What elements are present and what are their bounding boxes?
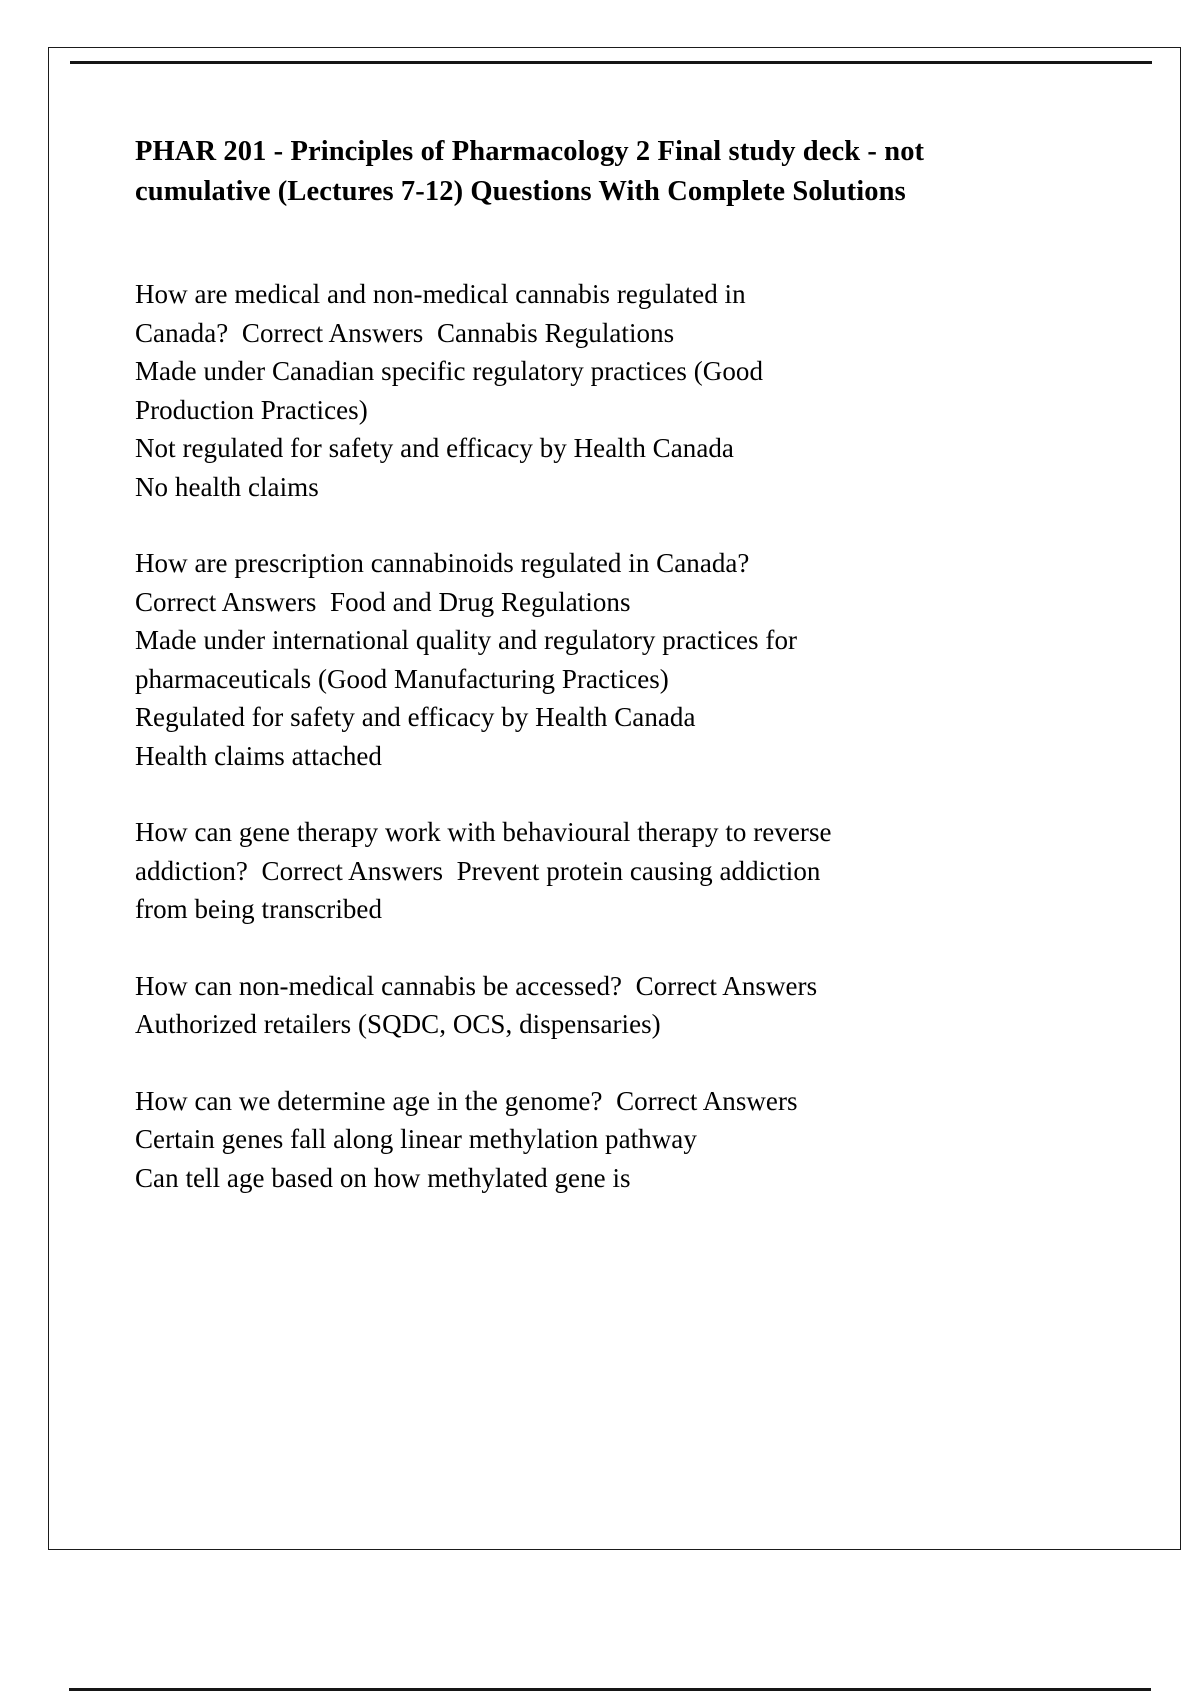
qa-line: pharmaceuticals (Good Manufacturing Practices): [135, 663, 669, 694]
qa-line: Production Practices): [135, 394, 368, 425]
qa-line: How can we determine age in the genome? Correct Answers: [135, 1085, 798, 1116]
page-title: PHAR 201 - Principles of Pharmacology 2 Final study deck - not cumulative (Lectures 7-12) Questions With Complete Solutions: [135, 136, 925, 207]
qa-line: Authorized retailers (SQDC, OCS, dispensaries): [135, 1009, 661, 1039]
qa-line: Not regulated for safety and efficacy by Health Canada: [135, 433, 734, 463]
qa-line: Made under international quality and regulatory practices for: [135, 625, 798, 655]
qa-line: from being transcribed: [135, 894, 383, 924]
qa-line: Correct Answers Food and Drug Regulations: [135, 586, 631, 617]
qa-block: [135, 275, 1095, 506]
qa-line: How can non-medical cannabis be accessed? Correct Answers: [135, 970, 818, 1001]
qa-block: [135, 1082, 1095, 1198]
qa-line: Can tell age based on how methylated gene is: [135, 1162, 631, 1193]
next-page-top-rule: [69, 1688, 1151, 1691]
qa-line: Made under Canadian specific regulatory practices (Good: [135, 356, 763, 386]
qa-block: [135, 544, 1095, 775]
qa-line: No health claims: [135, 471, 319, 502]
qa-line: Certain genes fall along linear methylation pathway: [135, 1124, 697, 1154]
qa-line: addiction? Correct Answers Prevent protein causing addiction: [135, 855, 821, 886]
qa-block: [135, 967, 1095, 1044]
header-rule: [70, 61, 1152, 64]
qa-line: How can gene therapy work with behavioural therapy to reverse: [135, 817, 832, 847]
qa-line: Regulated for safety and efficacy by Health Canada: [135, 702, 696, 732]
qa-block: [135, 813, 1095, 929]
qa-line: Health claims attached: [135, 740, 382, 771]
page-sheet: [48, 47, 1181, 1550]
qa-line: Canada? Correct Answers Cannabis Regulations: [135, 317, 675, 348]
page-content: [135, 132, 1095, 1197]
qa-line: How are medical and non-medical cannabis regulated in: [135, 279, 746, 309]
qa-list: [135, 275, 1095, 1197]
qa-line: How are prescription cannabinoids regulated in Canada?: [135, 548, 750, 578]
